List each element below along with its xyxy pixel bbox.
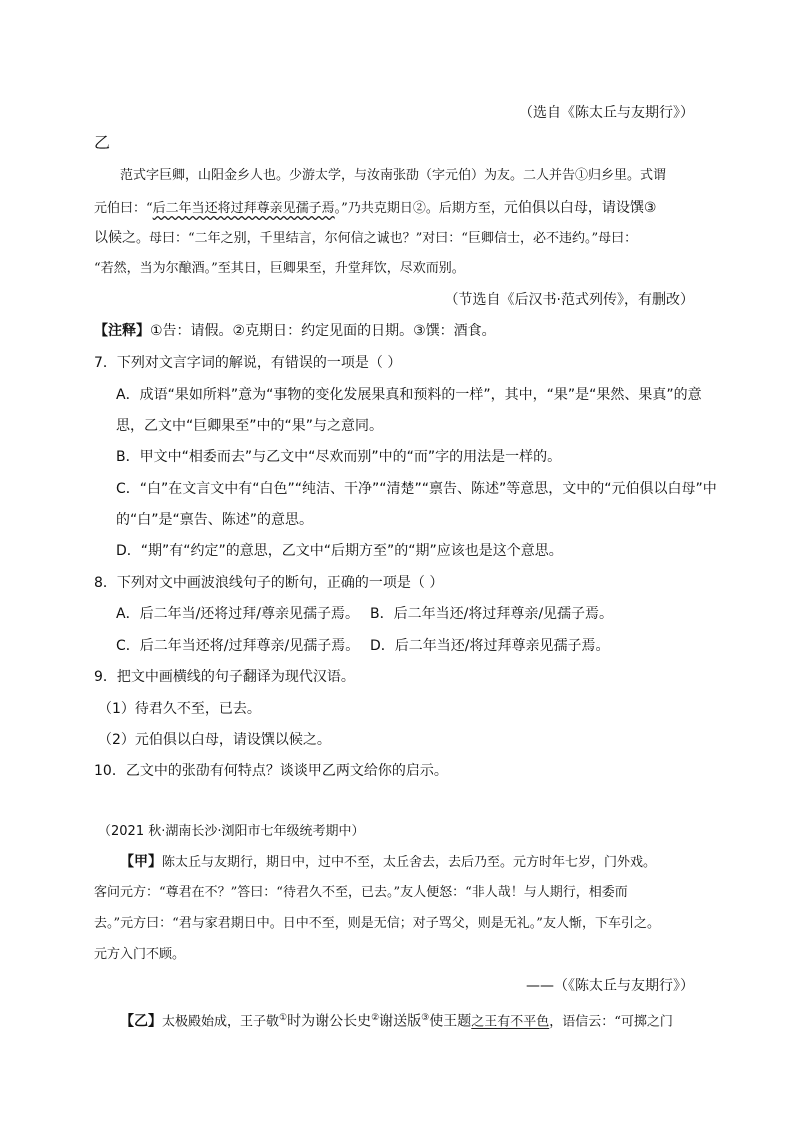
yi2-label: 【乙】 [120,1013,162,1030]
passage-text: 时为谢公长史 [287,1013,372,1030]
passage-text: ，语信云：“可掷之门 [549,1014,673,1030]
passage-text: 太极殿始成，王子敬 [162,1014,280,1030]
q9-sentence-2: （2）元伯俱以白母，请设馔以候之。 [98,732,331,748]
jia-line-3: 去。”元方曰：“君与家君期日中。日中不至，则是无信；对子骂父，则是无礼。”友人惭，下车引之。 [94,916,660,931]
q9-sentence-1: （1）待君久不至，已去。 [98,701,261,717]
notes-text: ①告：请假。②克期日：约定见面的日期。③馔：酒食。 [150,323,496,339]
straight-underlined-sentence: 以候之 [94,230,136,246]
q10-stem: 10．乙文中的张劭有何特点？谈谈甲乙两文给你的启示。 [94,763,448,779]
passage-yi-line-4: “若然，当为尔酿酒。”至其日，巨卿果至，升堂拜饮，尽欢而别。 [94,261,465,276]
yi-heading: 乙 [94,133,111,152]
q9-stem: 9．把文中画横线的句子翻译为现代汉语。 [94,669,355,685]
q8-stem: 8．下列对文中画波浪线句子的断句，正确的一项是（ ） [94,575,444,591]
passage-text: 。”乃共克期日②。后期方至， [334,201,504,216]
q7-option-b: B．甲文中“相委而去”与乙文中“尽欢而别”中的“而”字的用法是一样的。 [116,449,562,465]
q7-option-d: D．“期”有“约定”的意思，乙文中“后期方至”的“期”应该也是这个意思。 [116,543,563,559]
jia-line-4: 元方入门不顾。 [94,947,186,962]
footnote-marker: ① [279,1013,288,1023]
jia-label: 【甲】 [120,854,162,870]
notes [94,321,496,341]
passage-text: 。母曰：“二年之别，千里结言，尔何信之诚也？”对曰：“巨卿信士，必不违约。”母曰： [136,231,638,246]
q7-option-c: C．“白”在文言文中有“白色”“纯洁、干净”“清楚”“禀告、陈述”等意思，文中的“元伯俱以白母”中 [116,481,717,497]
jia-line-1 [120,852,656,873]
passage-text: 元伯曰：“ [94,201,153,216]
passage-text: 使王题 [429,1013,472,1030]
q8-option-c: C．后二年当还将/过拜尊亲/见孺子焉。 [116,638,360,654]
q7-option-c-cont: 的“白”是“禀告、陈述”的意思。 [116,512,314,528]
straight-underlined-sentence: 元伯俱以白母，请设馔③ [503,200,657,216]
jia-source: ——（《陈太丘与友期行》） [526,978,694,994]
q7-option-a-cont: 思，乙文中“巨卿果至”中的“果”与之意同。 [116,418,384,434]
passage-yi-2 [120,1008,673,1032]
notes-label: 【注释】 [94,323,150,339]
q7-option-a: A．成语“果如所料”意为“事物的变化发展果真和预料的一样”，其中，“果”是“果然、果真”的意 [116,387,702,403]
passage-text: 陈太丘与友期行，期日中，过中不至，太丘舍去，去后乃至。元方时年七岁，门外戏。 [162,855,657,870]
straight-underlined-sentence: 之王有不平色 [471,1014,550,1030]
exam-source: （2021 秋·湖南长沙·浏阳市七年级统考期中） [98,824,365,839]
footnote-marker: ② [371,1013,380,1023]
wavy-underlined-sentence: 后二年当还将过拜尊亲见孺子焉 [152,201,335,216]
passage-yi-line-2 [94,198,656,219]
source-top: （选自《陈太丘与友期行》） [519,105,694,121]
q8-option-b: B．后二年当还/将过拜尊亲/见孺子焉。 [370,606,614,622]
jia-line-2: 客问元方：“尊君在不？”答曰：“待君久不至，已去。”友人便怒：“非人哉！与人期行，相委而 [94,885,628,900]
source-yi: （节选自《后汉书·范式列传》，有删改） [444,292,694,308]
passage-yi-line-3 [94,228,637,249]
q8-option-d: D．后二年当还/将过拜尊亲见孺子焉。 [370,638,610,654]
passage-text: 谢送版 [379,1013,422,1030]
passage-yi-line-1: 范式字巨卿，山阳金乡人也。少游太学，与汝南张劭（字元伯）为友。二人并告①归乡里。式谓 [120,168,667,183]
q7-stem: 7．下列对文言字词的解说，有错误的一项是（ ） [94,355,402,371]
q8-option-a: A．后二年当/还将过拜/尊亲见孺子焉。 [116,606,360,622]
footnote-marker: ③ [421,1013,430,1023]
